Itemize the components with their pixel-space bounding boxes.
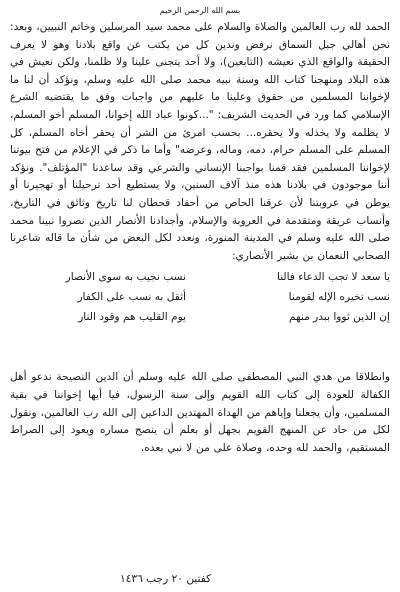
verse-first-hemistich: يا سعد لا تجب الدعاء فالنا: [277, 271, 390, 284]
letter-paragraph-2: وانطلاقا من هدي النبي المصطفى صلى الله عليه وسلم أن الدين النصيحة ندعو أهل الكفالة للعودة إلى كتاب الله القويم وإلى سنة الرسول، فيا أيها إخواننا في بقية المسلمين، وأن يجعلنا وإياهم من الهداة المهتدين الداعين إلى الله رب العالمين، ونقول لكل من حاد عن المنهج القويم بجهل أو بعلم أن ينصح مساره ويعود إلى الصراط المستقيم، والحمد لله وحده، وصلاة على من لا نبي بعده.: [10, 371, 390, 454]
verse-second-hemistich: نسب نجيب به سوى الأنصار: [65, 271, 186, 284]
verse-second-hemistich: يوم القليب هم وقود النار: [78, 311, 186, 324]
verse-line-1: [10, 267, 390, 287]
verse-line-2: [10, 287, 390, 307]
basmala-heading: بسم الله الرحمن الرحيم: [159, 6, 241, 15]
verse-first-hemistich: إن الذين ثووا ببدر منهم: [288, 311, 390, 324]
verse-line-3: [10, 307, 390, 327]
verse-second-hemistich: أثقل به نسب على الكفار: [77, 291, 186, 304]
letter-paragraph-1: الحمد لله رب العالمين والصلاة والسلام على محمد سيد المرسلين وخاتم النبيين، وبعد: نحن أهالي جبل السماق نرفض وندين كل من يكتب عن واقع بلادنا وهو لا يعرف الحقيقة والواقع الذي نعيشه (التابعين)، ولا أحد يتجنى علينا ولا ظلمنا، ولكن نعيش في هذه البلاد ومنهجنا كتاب الله وسنة نبيه محمد صلى الله عليه وسلم، ونؤكد أن لنا ما لإخواننا المسلمين من حقوق وعلينا ما عليهم من واجبات وفق ما يقتضيه الشرع الإسلامي كما ورد في الحديث الشريف: "...كونوا عباد الله إخوانا، المسلم أخو المسلم، لا يظلمه ولا يخذله ولا يحقره... بحسب امرئ من الشر أن يحقر أخاه المسلم، كل المسلم على المسلم حرام، دمه، وماله، وعرضه" وأما ما ذكر في الإعلام من فتح بيوتنا لإخواننا المسلمين فقد قمنا بواجبنا الإنساني والشرعي وقد ساعدنا "المؤتلف". ونؤكد أننا موجودون في بلادنا هذه منذ آلاف السنين، ولا يستطيع أحد ترحيلنا أو تهجيرنا أو يوطن في عروبتنا لأن عرقنا الحاص من أحفاد قحطان لنا تاريخ وثائق في التاريخ، وأنساب عريقة ومتقدمة في العروبة والإسلام، وأجدادنا الأنصار الذين نصروا نبينا محمد صلى الله عليه وسلم في المدينة المنورة، ونعدد لكل البعض من شأن ما قاله شاعرنا الصحابي النعمان بن بشير الأنصاري:: [10, 21, 390, 262]
poem-verses: [10, 267, 390, 367]
date-signature: كفتين ٢٠ رجب ١٤٣٦: [120, 573, 212, 585]
verse-first-hemistich: نسب تخيره الإله لقومنا: [288, 291, 390, 304]
